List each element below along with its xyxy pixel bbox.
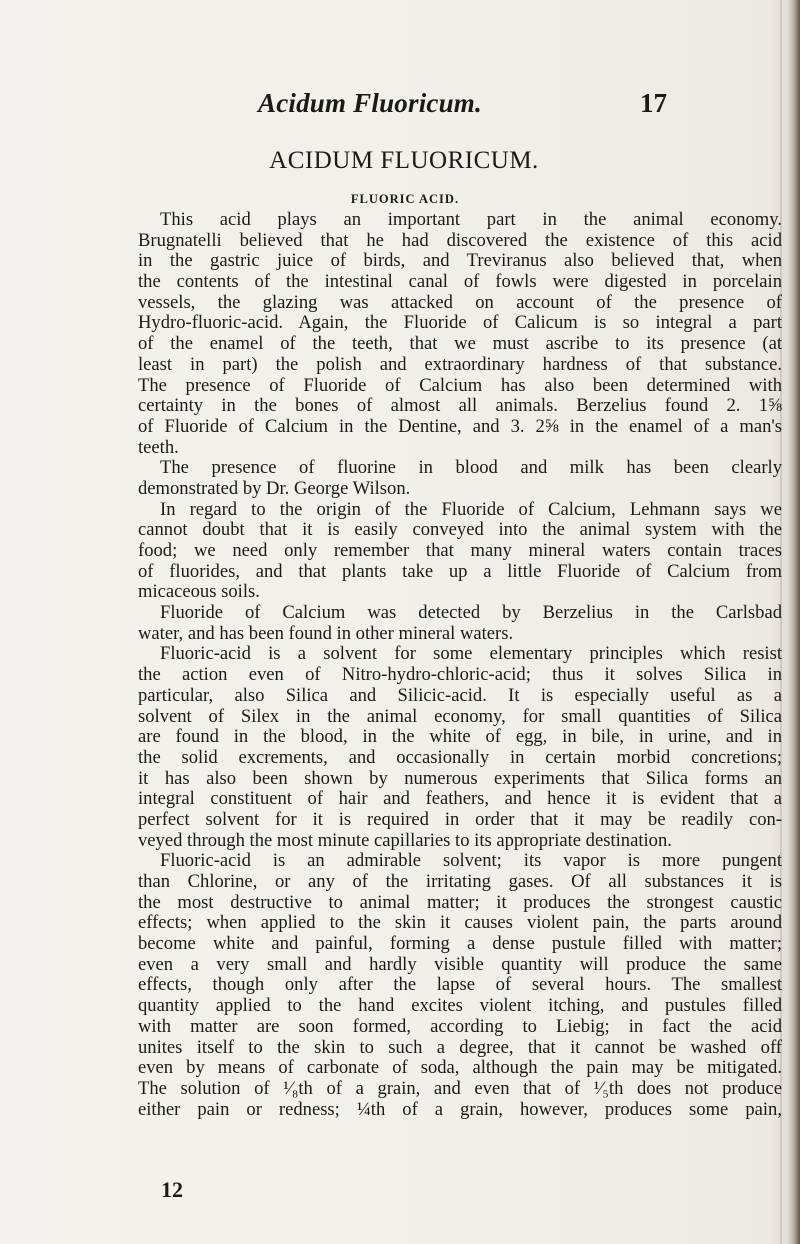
text-line: integral constituent of hair and feathers, and hence it is evident that a	[138, 788, 782, 810]
text-line: even a very small and hardly visible quantity will produce the same	[138, 953, 782, 975]
text-line: even by means of carbonate of soda, although the pain may be mitigated.	[138, 1057, 782, 1079]
signature-mark: 12	[161, 1177, 183, 1202]
text-line: become white and painful, forming a dense pustule filled with matter;	[138, 933, 782, 955]
body-text	[138, 210, 782, 1120]
text-line: cannot doubt that it is easily conveyed into the animal system with the	[138, 519, 782, 541]
text-line: of fluorides, and that plants take up a little Fluoride of Calcium from	[138, 560, 782, 582]
text-line: food; we need only remember that many mineral waters contain traces	[138, 540, 782, 561]
page-number: 17	[640, 88, 667, 118]
text-line: of Fluoride of Calcium in the Dentine, and 3. 2⅝ in the enamel of a man's	[138, 415, 782, 437]
text-line: micaceous soils.	[138, 581, 260, 603]
text-line: teeth.	[138, 436, 179, 458]
text-line: The presence of Fluoride of Calcium has also been determined with	[138, 374, 782, 396]
text-line: vessels, the glazing was attacked on account of the presence of	[138, 291, 782, 313]
text-line: In regard to the origin of the Fluoride of Calcium, Lehmann says we	[160, 498, 782, 520]
text-line: certainty in the bones of almost all animals. Berzelius found 2. 1⅝	[138, 395, 782, 417]
text-line: Fluoric-acid is a solvent for some elementary principles which resist	[160, 643, 782, 665]
text-line: particular, also Silica and Silicic-acid. It is especially useful as a	[138, 684, 782, 706]
text-line: water, and has been found in other mineral waters.	[138, 622, 514, 644]
text-line: least in part) the polish and extraordinary hardness of that substance.	[138, 353, 782, 375]
text-line: The solution of ¹⁄₈th of a grain, and even that of ¹⁄₅th does not produce	[138, 1077, 782, 1099]
text-line: Hydro-fluoric-acid. Again, the Fluoride of Calicum is so integral a part	[138, 312, 782, 334]
running-header	[258, 88, 667, 122]
text-line: the most destructive to animal matter; it produces the strongest caustic	[138, 891, 782, 913]
text-line: effects, though only after the lapse of several hours. The smallest	[138, 974, 782, 996]
text-line: Fluoric-acid is an admirable solvent; its vapor is more pungent	[160, 850, 782, 872]
text-line: are found in the blood, in the white of egg, in bile, in urine, and in	[138, 726, 782, 748]
text-line: The presence of fluorine in blood and milk has been clearly	[160, 457, 782, 479]
text-line: of the enamel of the teeth, that we must ascribe to its presence (at	[138, 333, 782, 355]
text-line: Brugnatelli believed that he had discovered the existence of this acid	[138, 229, 782, 251]
text-line: the action even of Nitro-hydro-chloric-acid; thus it solves Silica in	[138, 664, 782, 686]
text-line: in the gastric juice of birds, and Treviranus also believed that, when	[138, 250, 782, 272]
page-title: ACIDUM FLUORICUM.	[269, 147, 539, 174]
page-subtitle: FLUORIC ACID.	[350, 192, 460, 206]
text-line: This acid plays an important part in the animal economy.	[160, 209, 782, 230]
text-line: veyed through the most minute capillaries to its appropriate destination.	[138, 829, 672, 851]
text-line: demonstrated by Dr. George Wilson.	[138, 477, 411, 499]
text-line: effects; when applied to the skin it causes violent pain, the parts around	[138, 912, 782, 934]
text-line: Fluoride of Calcium was detected by Berzelius in the Carlsbad	[160, 602, 782, 624]
text-line: quantity applied to the hand excites violent itching, and pustules filled	[138, 995, 782, 1017]
page-edge	[786, 0, 800, 1244]
text-line: either pain or redness; ¼th of a grain, however, produces some pain,	[138, 1098, 782, 1120]
text-line: perfect solvent for it is required in order that it may be readily con-	[138, 808, 782, 830]
text-line: with matter are soon formed, according to Liebig; in fact the acid	[138, 1015, 782, 1037]
text-line: than Chlorine, or any of the irritating gases. Of all substances it is	[138, 871, 782, 892]
text-line: solvent of Silex in the animal economy, for small quantities of Silica	[138, 705, 782, 727]
text-line: the contents of the intestinal canal of fowls were digested in porcelain	[138, 271, 782, 293]
text-line: it has also been shown by numerous experiments that Silica forms an	[138, 767, 782, 789]
text-line: the solid excrements, and occasionally in certain morbid concretions;	[138, 746, 782, 768]
text-line: unites itself to the skin to such a degree, that it cannot be washed off	[138, 1036, 782, 1058]
running-title: Acidum Fluoricum.	[258, 88, 482, 118]
